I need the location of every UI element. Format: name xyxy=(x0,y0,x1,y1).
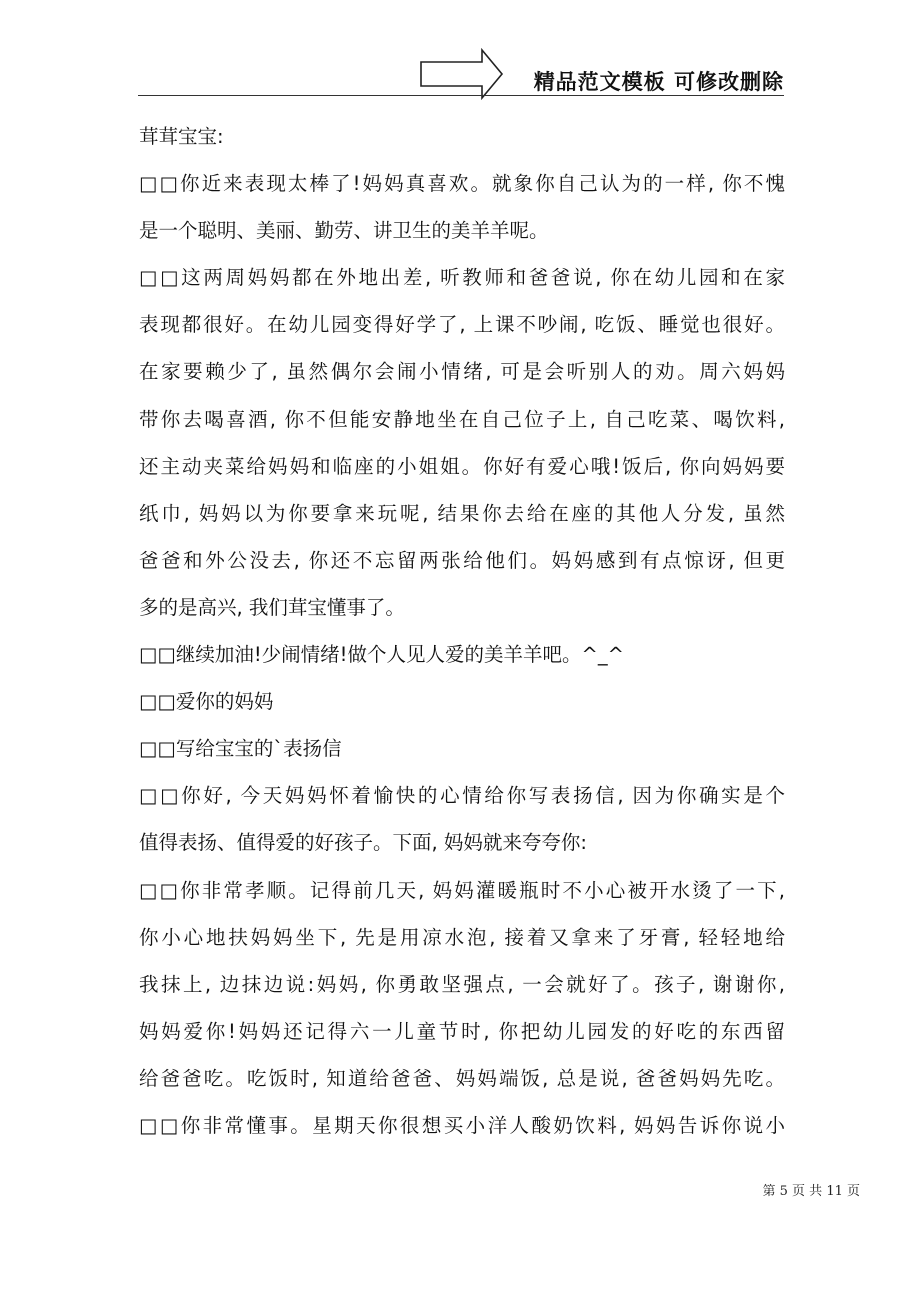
text-line: 在家要赖少了, 虽然偶尔会闹小情绪, 可是会听别人的劝。周六妈妈 xyxy=(139,360,785,384)
text-line: 多的是高兴, 我们茸宝懂事了。 xyxy=(139,595,405,619)
text-line: 带你去喝喜酒, 你不但能安静地坐在自己位子上, 自己吃菜、喝饮料, xyxy=(139,407,785,431)
text-line: 我抹上, 边抹边说:妈妈, 你勇敢坚强点, 一会就好了。孩子, 谢谢你, xyxy=(139,972,785,996)
text-line: □□爱你的妈妈 xyxy=(139,690,274,714)
text-line: □□你好, 今天妈妈怀着愉快的心情给你写表扬信, 因为你确实是个 xyxy=(139,784,785,808)
text-line: 你小心地扶妈妈坐下, 先是用凉水泡, 接着又拿来了牙膏, 轻轻地给 xyxy=(139,925,785,949)
text-line: 妈妈爱你!妈妈还记得六一儿童节时, 你把幼儿园发的好吃的东西留 xyxy=(139,1019,785,1043)
text-line: 表现都很好。在幼儿园变得好学了, 上课不吵闹, 吃饭、睡觉也很好。 xyxy=(139,313,785,337)
text-line: □□你近来表现太棒了!妈妈真喜欢。就象你自己认为的一样, 你不愧 xyxy=(139,172,785,196)
text-line: 茸茸宝宝: xyxy=(139,125,224,148)
text-line: 值得表扬、值得爱的好孩子。下面, 妈妈就来夸夸你: xyxy=(139,831,587,855)
text-line: 还主动夹菜给妈妈和临座的小姐姐。你好有爱心哦!饭后, 你向妈妈要 xyxy=(139,454,785,478)
text-line: □□写给宝宝的`表扬信 xyxy=(139,737,342,761)
text-line: □□这两周妈妈都在外地出差, 听教师和爸爸说, 你在幼儿园和在家 xyxy=(139,266,785,290)
text-line: 给爸爸吃。吃饭时, 知道给爸爸、妈妈端饭, 总是说, 爸爸妈妈先吃。 xyxy=(139,1066,785,1090)
header-divider xyxy=(138,95,784,96)
text-line: □□你非常懂事。星期天你很想买小洋人酸奶饮料, 妈妈告诉你说小 xyxy=(139,1113,785,1137)
text-line: 爸爸和外公没去, 你还不忘留两张给他们。妈妈感到有点惊讶, 但更 xyxy=(139,548,785,572)
right-arrow-outline-icon xyxy=(420,48,504,100)
header-title: 精品范文模板 可修改删除 xyxy=(533,70,784,94)
text-line: 是一个聪明、美丽、勤劳、讲卫生的美羊羊呢。 xyxy=(139,219,549,243)
text-line: 纸巾, 妈妈以为你要拿来玩呢, 结果你去给在座的其他人分发, 虽然 xyxy=(139,501,785,525)
page-number: 第 5 页 共 11 页 xyxy=(762,1184,860,1199)
letter-body xyxy=(139,113,785,1149)
text-line: □□你非常孝顺。记得前几天, 妈妈灌暖瓶时不小心被开水烫了一下, xyxy=(139,878,785,902)
text-line: □□继续加油!少闹情绪!做个人见人爱的美羊羊吧。^_^ xyxy=(139,643,624,667)
page-header xyxy=(0,0,920,110)
